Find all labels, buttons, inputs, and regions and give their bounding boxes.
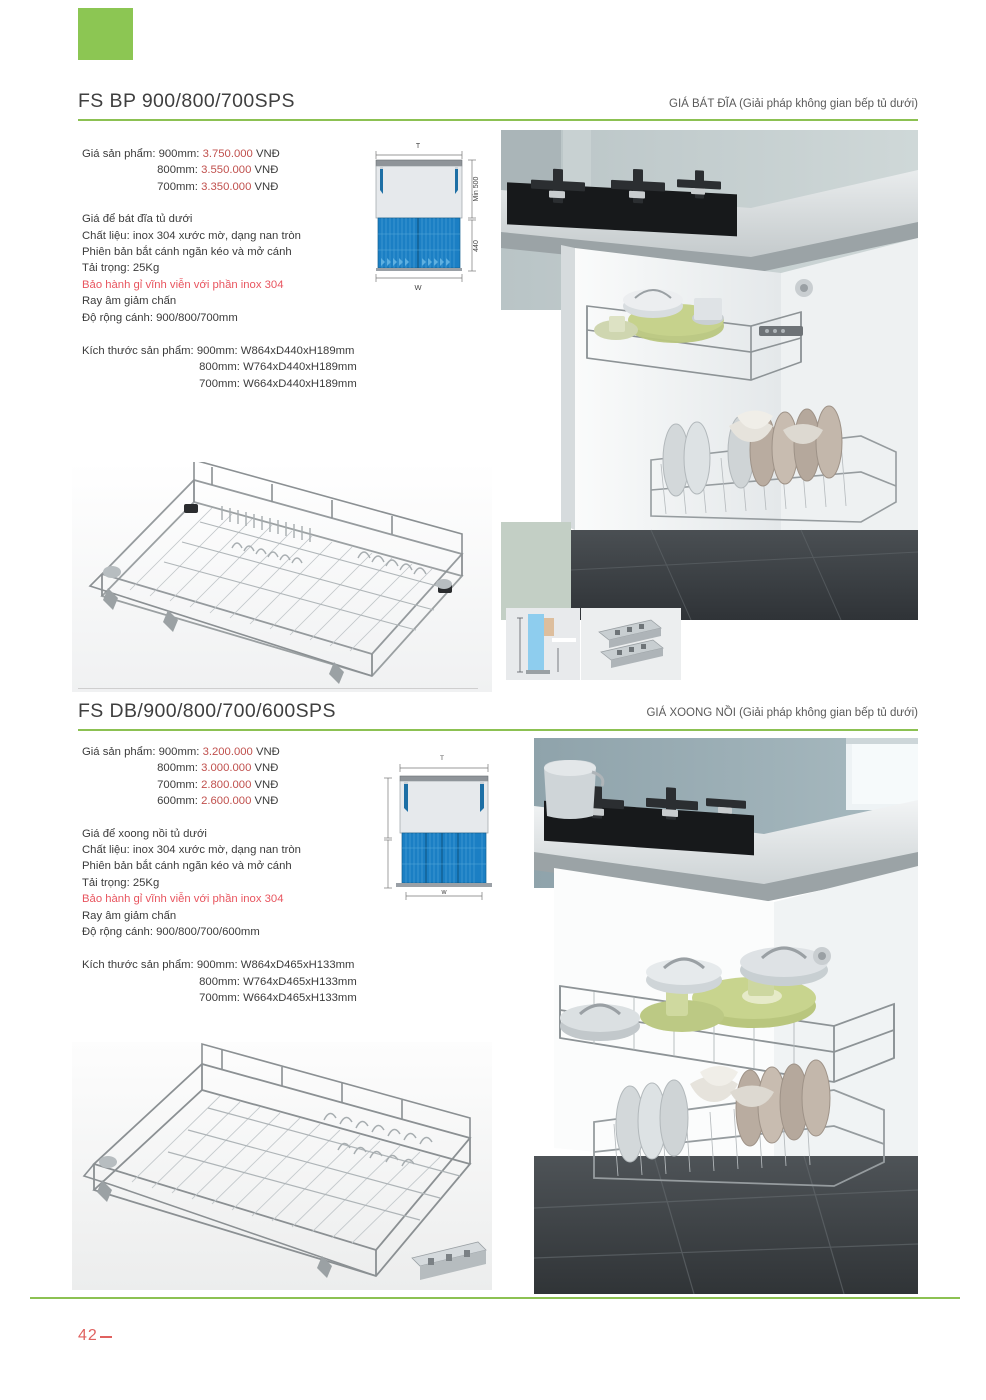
spec-line: Giá để xoong nồi tủ dưới (82, 827, 207, 840)
dimension-label: Kích thước sản phẩm: (82, 345, 194, 358)
page-number-value: 42 (78, 1327, 98, 1344)
price-value: 3.750.000 (202, 148, 253, 160)
section-1-category: GIÁ BÁT ĐĨA (Giải pháp không gian bếp tủ dưới) (669, 98, 918, 110)
dimension-row (82, 376, 382, 392)
price-row (82, 179, 382, 195)
price-row (82, 760, 382, 776)
price-label: Giá sản phẩm: (82, 148, 156, 160)
dimension-size: 800mm: (199, 975, 240, 988)
price-label: Giá sản phẩm: (82, 746, 156, 758)
dimension-row (82, 343, 382, 359)
kitchen-pot-rack-photo (534, 738, 918, 1294)
page-number (78, 1327, 112, 1345)
warranty-line: Bảo hành gỉ vĩnh viễn với phần inox 304 (82, 893, 284, 906)
dimension-row (82, 359, 382, 375)
section-1-bottom-rule (78, 688, 478, 689)
section-2-category: GIÁ XOONG NỒI (Giải pháp không gian bếp tủ dưới) (646, 707, 918, 719)
diagram-label-bottom: w (441, 889, 447, 896)
dimension-value: W764xD440xH189mm (243, 361, 357, 374)
price-row (82, 162, 382, 178)
price-unit: VNĐ (254, 778, 279, 791)
section-1-technical-diagram (366, 138, 491, 293)
page-number-underscore (100, 1336, 112, 1338)
price-size: 900mm: (158, 746, 200, 758)
dimension-row (82, 957, 382, 973)
price-row (82, 744, 382, 760)
dimension-value: W764xD465xH133mm (243, 975, 357, 988)
section-2-divider (78, 729, 918, 731)
diagram-label-right-upper: Min 500 (473, 176, 480, 202)
price-unit: VNĐ (255, 148, 280, 160)
warranty-line: Bảo hành gỉ vĩnh viễn với phần inox 304 (82, 278, 284, 291)
chrome-dish-rack-product-photo (72, 462, 492, 692)
price-row (82, 777, 382, 793)
price-row (82, 793, 382, 809)
price-size: 700mm: (157, 778, 198, 791)
price-size: 800mm: (157, 164, 198, 177)
spec-line: Tải trọng: 25Kg (82, 876, 160, 889)
dimension-value: W664xD440xH189mm (243, 377, 357, 390)
section-2-title: FS DB/900/800/700/600SPS (78, 700, 336, 722)
price-unit: VNĐ (255, 746, 280, 758)
diagram-label-top: T (440, 755, 444, 762)
mounting-height-schematic-thumbnail (506, 608, 580, 680)
section-2-technical-diagram (376, 748, 508, 908)
price-value: 3.350.000 (201, 180, 252, 193)
page-bottom-divider (30, 1297, 960, 1299)
section-2-spec-block (82, 744, 382, 1007)
price-size: 800mm: (157, 762, 198, 775)
price-size: 600mm: (157, 795, 198, 808)
price-value: 3.550.000 (201, 164, 252, 177)
price-value: 2.800.000 (201, 778, 252, 791)
spec-line: Giá để bát đĩa tủ dưới (82, 213, 193, 226)
price-value: 3.000.000 (201, 762, 252, 775)
section-1-title: FS BP 900/800/700SPS (78, 90, 295, 112)
spec-line: Phiên bản bắt cánh ngăn kéo và mở cánh (82, 246, 292, 259)
section-1-divider (78, 119, 918, 121)
spec-line: Chất liệu: inox 304 xước mờ, dạng nan tròn (82, 844, 301, 857)
price-unit: VNĐ (254, 795, 279, 808)
price-size: 700mm: (157, 180, 198, 193)
diagram-label-right-lower: 440 (473, 240, 480, 252)
spec-line: Ray âm giảm chấn (82, 909, 177, 922)
spec-line: Chất liệu: inox 304 xước mờ, dạng nan tròn (82, 229, 301, 242)
price-unit: VNĐ (254, 762, 279, 775)
dimension-value: W864xD440xH189mm (240, 345, 355, 358)
dimension-row (82, 990, 382, 1006)
price-value: 2.600.000 (201, 795, 252, 808)
dimension-size: 700mm: (199, 992, 240, 1005)
diagram-label-bottom: W (414, 283, 422, 292)
spec-line: Độ rộng cánh: 900/800/700mm (82, 311, 238, 324)
dimension-value: W864xD465xH133mm (240, 959, 355, 972)
price-unit: VNĐ (254, 164, 279, 177)
price-unit: VNĐ (254, 180, 279, 193)
dimension-size: 700mm: (199, 377, 240, 390)
dimension-value: W664xD465xH133mm (243, 992, 357, 1005)
kitchen-dish-rack-photo (501, 130, 918, 620)
spec-line: Phiên bản bắt cánh ngăn kéo và mở cánh (82, 860, 292, 873)
soft-close-rail-hardware-thumbnail (581, 608, 681, 680)
price-row (82, 146, 382, 162)
dimension-size: 900mm: (196, 345, 238, 358)
section-1-spec-block (82, 146, 382, 392)
price-size: 900mm: (158, 148, 200, 160)
dimension-size: 900mm: (196, 959, 238, 972)
spec-line: Độ rộng cánh: 900/800/700/600mm (82, 926, 260, 939)
price-value: 3.200.000 (202, 746, 253, 758)
brand-logo-square (78, 8, 133, 60)
dimension-size: 800mm: (199, 361, 240, 374)
dimension-label: Kích thước sản phẩm: (82, 959, 194, 972)
chrome-pot-rack-product-photo (72, 1042, 492, 1290)
dimension-row (82, 974, 382, 990)
spec-line: Ray âm giảm chấn (82, 295, 177, 308)
diagram-label-top: T (415, 143, 421, 150)
spec-line: Tải trọng: 25Kg (82, 262, 160, 275)
